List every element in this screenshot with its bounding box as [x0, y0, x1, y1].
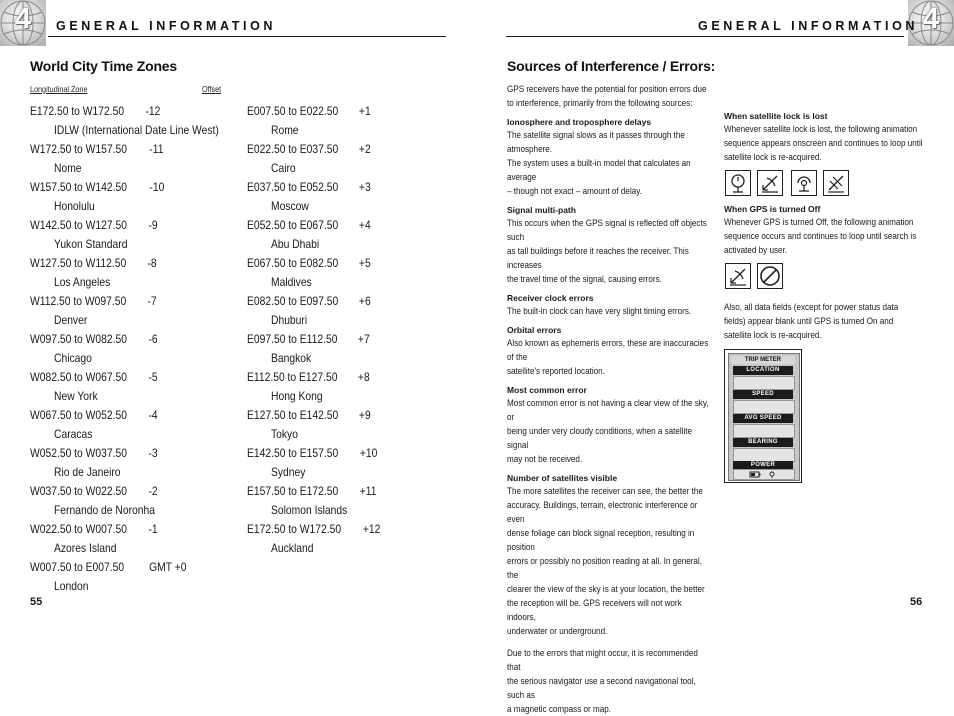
animation-frame-1	[725, 170, 751, 196]
time-zone-range-row	[30, 522, 157, 537]
zone-offset: -8	[147, 256, 157, 270]
section-heading: Receiver clock errors	[507, 293, 594, 303]
section-text-line: This occurs when the GPS signal is reflected off objects such	[507, 218, 707, 242]
section-text-line: satellite's reported location.	[507, 366, 605, 376]
text-line: Whenever satellite lock is lost, the following animation	[724, 124, 918, 134]
device-screen	[728, 353, 800, 481]
text-line: satellite lock is re-acquired.	[724, 152, 822, 162]
zone-city: Sydney	[271, 465, 306, 479]
zone-offset: +8	[358, 370, 370, 384]
zone-city: Maldives	[271, 275, 312, 289]
time-zone-range-row	[30, 370, 157, 385]
section-heading: Signal multi-path	[507, 205, 576, 215]
text-line: satellite lock is re-acquired.	[724, 330, 822, 340]
error-section	[507, 324, 712, 378]
zone-offset: +6	[359, 294, 371, 308]
time-zone-entry	[247, 250, 432, 288]
zone-city: Nome	[54, 161, 82, 175]
zone-range: E157.50 to E172.50	[247, 484, 339, 498]
time-zone-range-row	[30, 142, 163, 157]
column-heading-zone: Longitudinal Zone	[30, 84, 88, 94]
text-line: Whenever GPS is turned Off, the following animation	[724, 217, 914, 227]
zone-city: Chicago	[54, 351, 92, 365]
zone-range: W112.50 to W097.50	[30, 294, 127, 308]
zone-city: Solomon Islands	[271, 503, 348, 517]
time-zone-entry	[30, 554, 215, 592]
power-label: POWER	[733, 461, 793, 470]
zone-range: W067.50 to W052.50	[30, 408, 127, 422]
zone-offset: +7	[358, 332, 370, 346]
zone-range: E007.50 to E022.50	[247, 104, 339, 118]
zone-offset: +2	[359, 142, 371, 156]
bearing-label: BEARING	[733, 438, 793, 447]
zone-offset: +1	[359, 104, 371, 118]
text-line: activated by user.	[724, 245, 788, 255]
time-zone-entry	[247, 98, 432, 136]
error-section	[507, 292, 712, 318]
zone-range: E097.50 to E112.50	[247, 332, 338, 346]
zone-offset: -9	[148, 218, 158, 232]
section-text-line: accuracy. Buildings, terrain, electronic interference or even	[507, 500, 698, 524]
time-zone-range-row	[30, 256, 157, 271]
time-zone-entry	[30, 174, 215, 212]
avg-speed-field	[733, 424, 795, 438]
zone-city: Moscow	[271, 199, 309, 213]
zone-city: Bangkok	[271, 351, 312, 365]
zone-offset: +3	[359, 180, 371, 194]
zone-range: E052.50 to E067.50	[247, 218, 339, 232]
zone-city: IDLW (International Date Line West)	[54, 123, 219, 137]
zone-city: Tokyo	[271, 427, 298, 441]
time-zone-entry	[30, 516, 215, 554]
zone-range: E172.50 to W172.50	[30, 104, 125, 118]
text-line: the serious navigator use a second navigational tool, such as	[507, 676, 696, 700]
text-line: sequence occurs and continues to loop until search is	[724, 231, 917, 241]
time-zone-entry	[247, 288, 432, 326]
time-zone-entry	[247, 402, 432, 440]
time-zone-entry	[30, 288, 215, 326]
zone-offset: -11	[149, 142, 164, 156]
lock-lost-text	[724, 122, 923, 164]
zone-city: Azores Island	[54, 541, 117, 555]
zone-city: Cairo	[271, 161, 296, 175]
power-field	[733, 469, 795, 480]
section-text-line: Most common error is not having a clear view of the sky, or	[507, 398, 709, 422]
zone-city: Fernando de Noronha	[54, 503, 155, 517]
section-text-line: as tall buildings before it reaches the receiver. This increases	[507, 246, 689, 270]
page-number: 55	[30, 596, 43, 608]
section-heading: Most common error	[507, 385, 587, 395]
time-zone-column-1	[30, 98, 219, 593]
animation-frame-4	[823, 170, 849, 196]
time-zone-range-row	[247, 370, 370, 385]
time-zone-entry	[30, 326, 215, 364]
zone-range: W127.50 to W112.50	[30, 256, 127, 270]
zone-range: E127.50 to E142.50	[247, 408, 339, 422]
time-zone-entry	[30, 212, 215, 250]
location-field	[733, 376, 795, 390]
section-heading: Ionosphere and troposphere delays	[507, 117, 652, 127]
section-heading: Orbital errors	[507, 325, 562, 335]
section-text-line: – though not exact – amount of delay.	[507, 186, 642, 196]
blank-fields-text	[724, 300, 914, 342]
left-page	[0, 0, 477, 621]
section-text-line: being under very cloudy conditions, when a satellite signal	[507, 426, 693, 450]
zone-offset: +11	[359, 484, 377, 498]
battery-icon	[734, 470, 794, 479]
zone-offset: -6	[148, 332, 158, 346]
bearing-field	[733, 448, 795, 462]
zone-range: W022.50 to W007.50	[30, 522, 127, 536]
error-sections	[507, 116, 712, 638]
error-section	[507, 384, 712, 466]
satellite-signal-icon	[726, 264, 750, 288]
location-label: LOCATION	[733, 366, 793, 375]
zone-offset: -7	[147, 294, 157, 308]
section-heading: Number of satellites visible	[507, 473, 618, 483]
section-text-line: the travel time of the signal, causing errors.	[507, 274, 662, 284]
zone-city: New York	[54, 389, 98, 403]
time-zone-range-row	[247, 522, 381, 537]
zone-range: E172.50 to W172.50	[247, 522, 342, 536]
section-text-line: The satellite signal slows as it passes through the atmosphere.	[507, 130, 685, 154]
lock-lost-heading: When satellite lock is lost	[724, 111, 828, 121]
time-zone-entry	[247, 326, 432, 364]
section-text-line: the reception will be. GPS receivers will not work indoors,	[507, 598, 682, 622]
time-zone-range-row	[30, 294, 157, 309]
gps-off-text	[724, 215, 917, 257]
column-heading-offset: Offset	[202, 84, 222, 94]
zone-city: Auckland	[271, 541, 314, 555]
zone-city: Dhuburi	[271, 313, 308, 327]
section-text-line: dense foliage can block signal reception, resulting in position	[507, 528, 695, 552]
section-text-line: underwater or underground.	[507, 626, 608, 636]
zone-city: Abu Dhabi	[271, 237, 320, 251]
header-rule	[506, 36, 904, 37]
zone-range: E142.50 to E157.50	[247, 446, 339, 460]
zone-offset: +12	[363, 522, 381, 536]
zone-offset: +9	[359, 408, 371, 422]
time-zone-range-row	[30, 484, 157, 499]
time-zone-entry	[30, 250, 215, 288]
running-header: GENERAL INFORMATION	[56, 19, 277, 33]
closing-text	[507, 646, 712, 716]
satellite-signal-icon	[824, 171, 848, 195]
section-text-line: may not be received.	[507, 454, 583, 464]
page-number: 56	[910, 596, 923, 608]
zone-offset: -4	[148, 408, 158, 422]
zone-city: Caracas	[54, 427, 93, 441]
animation-frame-3	[791, 170, 817, 196]
time-zone-entry	[30, 402, 215, 440]
gps-off-column	[724, 203, 917, 257]
zone-offset: -5	[148, 370, 158, 384]
page-title: Sources of Interference / Errors:	[507, 58, 716, 74]
satellite-dish-icon	[792, 171, 816, 195]
time-zone-range-row	[30, 180, 164, 195]
section-text-line: clearer the view of the sky is at your location, the better	[507, 584, 705, 594]
time-zone-range-row	[30, 332, 157, 347]
zone-city: Denver	[54, 313, 88, 327]
zone-city: London	[54, 579, 89, 593]
time-zone-range-row	[247, 142, 371, 157]
zone-range: W142.50 to W127.50	[30, 218, 127, 232]
zone-range: W082.50 to W067.50	[30, 370, 127, 384]
running-header: GENERAL INFORMATION	[698, 19, 919, 33]
trip-meter-display	[724, 349, 802, 483]
time-zone-entry	[247, 136, 432, 174]
error-section	[507, 116, 712, 198]
section-text-line: The more satellites the receiver can see, the better the	[507, 486, 703, 496]
zone-offset: -12	[145, 104, 161, 118]
zone-range: E082.50 to E097.50	[247, 294, 339, 308]
time-zone-range-row	[247, 332, 370, 347]
animation-frame-off-1	[725, 263, 751, 289]
avg-speed-label: AVG SPEED	[733, 414, 793, 423]
zone-city: Yukon Standard	[54, 237, 128, 251]
section-text-line: The built-in clock can have very slight timing errors.	[507, 306, 692, 316]
zone-offset: -3	[148, 446, 158, 460]
time-zone-entry	[247, 440, 432, 478]
zone-offset: GMT +0	[149, 560, 187, 574]
satellite-signal-icon	[758, 171, 782, 195]
zone-city: Rio de Janeiro	[54, 465, 121, 479]
zone-range: W097.50 to W082.50	[30, 332, 127, 346]
text-line: fields) appear blank until GPS is turned On and	[724, 316, 894, 326]
trip-meter-header: TRIP METER	[731, 356, 795, 364]
zone-range: W052.50 to W037.50	[30, 446, 127, 460]
zone-offset: +4	[359, 218, 371, 232]
time-zone-range-row	[30, 446, 157, 461]
time-zone-entry	[247, 478, 432, 516]
zone-range: W037.50 to W022.50	[30, 484, 127, 498]
satellite-dish-icon	[726, 171, 750, 195]
header-rule	[48, 36, 446, 37]
zone-city: Hong Kong	[271, 389, 323, 403]
zone-offset: -2	[148, 484, 158, 498]
time-zone-range-row	[247, 446, 377, 461]
zone-range: E022.50 to E037.50	[247, 142, 339, 156]
zone-offset: -10	[149, 180, 165, 194]
time-zone-entry	[247, 364, 432, 402]
time-zone-range-row	[30, 218, 157, 233]
time-zone-entry	[30, 364, 215, 402]
time-zone-range-row	[247, 256, 371, 271]
zone-offset: -1	[148, 522, 158, 536]
text-line: sequence appears onscreen and continues to loop until	[724, 138, 923, 148]
time-zone-range-row	[247, 484, 377, 499]
status-text-column	[724, 110, 923, 164]
time-zone-column-2	[247, 98, 432, 554]
time-zone-range-row	[247, 408, 371, 423]
section-text-line: errors or possibly no position reading at all. In general, the	[507, 556, 702, 580]
zone-city: Los Angeles	[54, 275, 111, 289]
zone-range: W172.50 to W157.50	[30, 142, 127, 156]
time-zone-range-row	[247, 104, 371, 119]
time-zone-range-row	[247, 180, 371, 195]
time-zone-range-row	[247, 294, 371, 309]
error-section	[507, 472, 712, 638]
zone-range: W007.50 to E007.50	[30, 560, 125, 574]
section-text-line: Also known as ephemeris errors, these are inaccuracies of the	[507, 338, 709, 362]
time-zone-entry	[247, 174, 432, 212]
right-page	[477, 0, 954, 714]
speed-field	[733, 400, 795, 414]
text-line: a magnetic compass or map.	[507, 704, 612, 714]
zone-city: Honolulu	[54, 199, 95, 213]
zone-range: W157.50 to W142.50	[30, 180, 127, 194]
animation-frame-off-2	[757, 263, 783, 289]
zone-range: E112.50 to E127.50	[247, 370, 338, 384]
speed-label: SPEED	[733, 390, 793, 399]
zone-offset: +5	[359, 256, 371, 270]
zone-range: E067.50 to E082.50	[247, 256, 339, 270]
blank-fields-note	[724, 300, 914, 342]
time-zone-entry	[247, 212, 432, 250]
time-zone-entry	[30, 98, 219, 137]
text-line: Due to the errors that might occur, it is recommended that	[507, 648, 698, 672]
time-zone-range-row	[30, 560, 187, 575]
no-signal-icon	[758, 264, 782, 288]
time-zone-entry	[247, 516, 432, 554]
zone-range: E037.50 to E052.50	[247, 180, 339, 194]
chapter-badge	[0, 0, 46, 46]
text-line: Also, all data fields (except for power status data	[724, 302, 899, 312]
zone-offset: +10	[359, 446, 378, 460]
time-zone-range-row	[30, 104, 161, 119]
error-section	[507, 204, 712, 286]
time-zone-range-row	[30, 408, 157, 423]
page-title: World City Time Zones	[30, 58, 177, 74]
section-text-line: The system uses a built-in model that calculates an average	[507, 158, 691, 182]
intro-text: GPS receivers have the potential for position errors due to interference, primarily from the following sources:	[507, 84, 707, 108]
time-zone-entry	[30, 440, 215, 478]
chapter-number: 4	[14, 3, 32, 35]
animation-frame-2	[757, 170, 783, 196]
time-zone-range-row	[247, 218, 371, 233]
chapter-number: 4	[922, 3, 940, 35]
time-zone-entry	[30, 478, 215, 516]
gps-off-heading: When GPS is turned Off	[724, 204, 821, 214]
zone-city: Rome	[271, 123, 299, 137]
time-zone-entry	[30, 136, 215, 174]
